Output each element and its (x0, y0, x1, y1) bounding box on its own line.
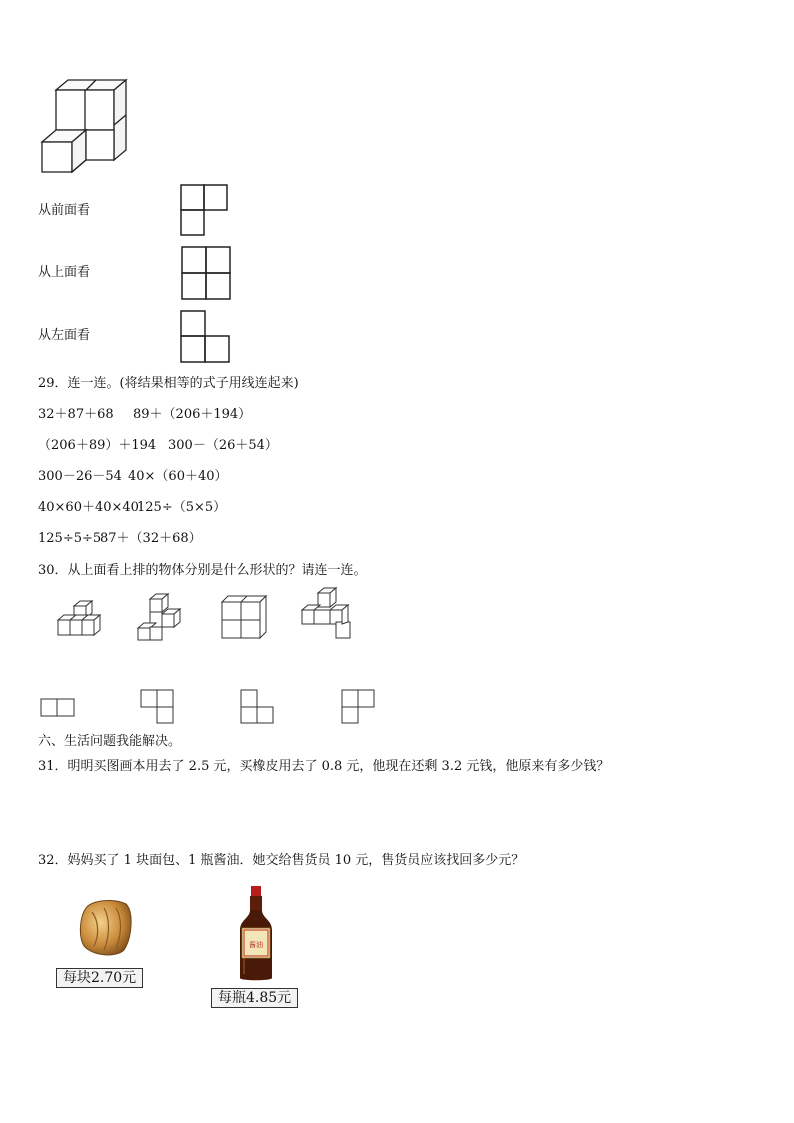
q30-option-2 (140, 689, 176, 725)
left-view-shape (180, 310, 230, 363)
bread-price-tag: 每块2.70元 (56, 968, 143, 988)
q30-object-4 (298, 586, 354, 640)
left-view-label: 从左面看 (38, 328, 91, 343)
q30-title: 30．从上面看上排的物体分别是什么形状的？请连一连。 (38, 563, 367, 578)
q31-text: 31．明明买图画本用去了 2.5 元，买橡皮用去了 0.8 元，他现在还剩 3.2 元钱，他原来有多少钱？ (38, 759, 610, 774)
top-view-label: 从上面看 (38, 265, 91, 280)
top-view-shape (181, 246, 231, 300)
q30-option-1 (40, 698, 76, 718)
front-view-label: 从前面看 (38, 203, 91, 218)
q29-row-4-left: 40×60＋40×40 (38, 500, 139, 515)
q29-row-2-left: （206＋89）＋194 (38, 438, 157, 453)
q29-row-1-right: 89＋（206＋194） (133, 407, 252, 422)
bottle-label-text: 酱油 (249, 941, 263, 949)
q30-option-4 (341, 689, 377, 725)
q29-row-3-left: 300－26－54 (38, 469, 122, 484)
q30-object-3 (220, 594, 268, 640)
section-6-title: 六、生活问题我能解决。 (38, 734, 182, 749)
bottle-price-tag: 每瓶4.85元 (211, 988, 298, 1008)
cube-stack-figure (38, 80, 133, 176)
q29-row-5-left: 125÷5÷5 (38, 531, 102, 546)
bread-image (78, 898, 134, 958)
q30-object-1 (56, 600, 104, 638)
q29-row-5-right: 87＋（32＋68） (100, 531, 202, 546)
q29-row-1-left: 32＋87＋68 (38, 407, 114, 422)
soy-sauce-bottle-image (236, 886, 276, 982)
q29-row-3-right: 40×（60＋40） (128, 469, 228, 484)
q29-title: 29．连一连。(将结果相等的式子用线连起来) (38, 376, 299, 391)
q29-row-4-right: 125÷（5×5） (137, 500, 227, 515)
q30-option-3 (240, 689, 276, 725)
q29-row-2-right: 300－（26＋54） (168, 438, 278, 453)
front-view-shape (180, 184, 228, 236)
q30-object-2 (136, 592, 188, 642)
q32-text: 32．妈妈买了 1 块面包、1 瓶酱油．她交给售货员 10 元，售货员应该找回多少元？ (38, 853, 525, 868)
